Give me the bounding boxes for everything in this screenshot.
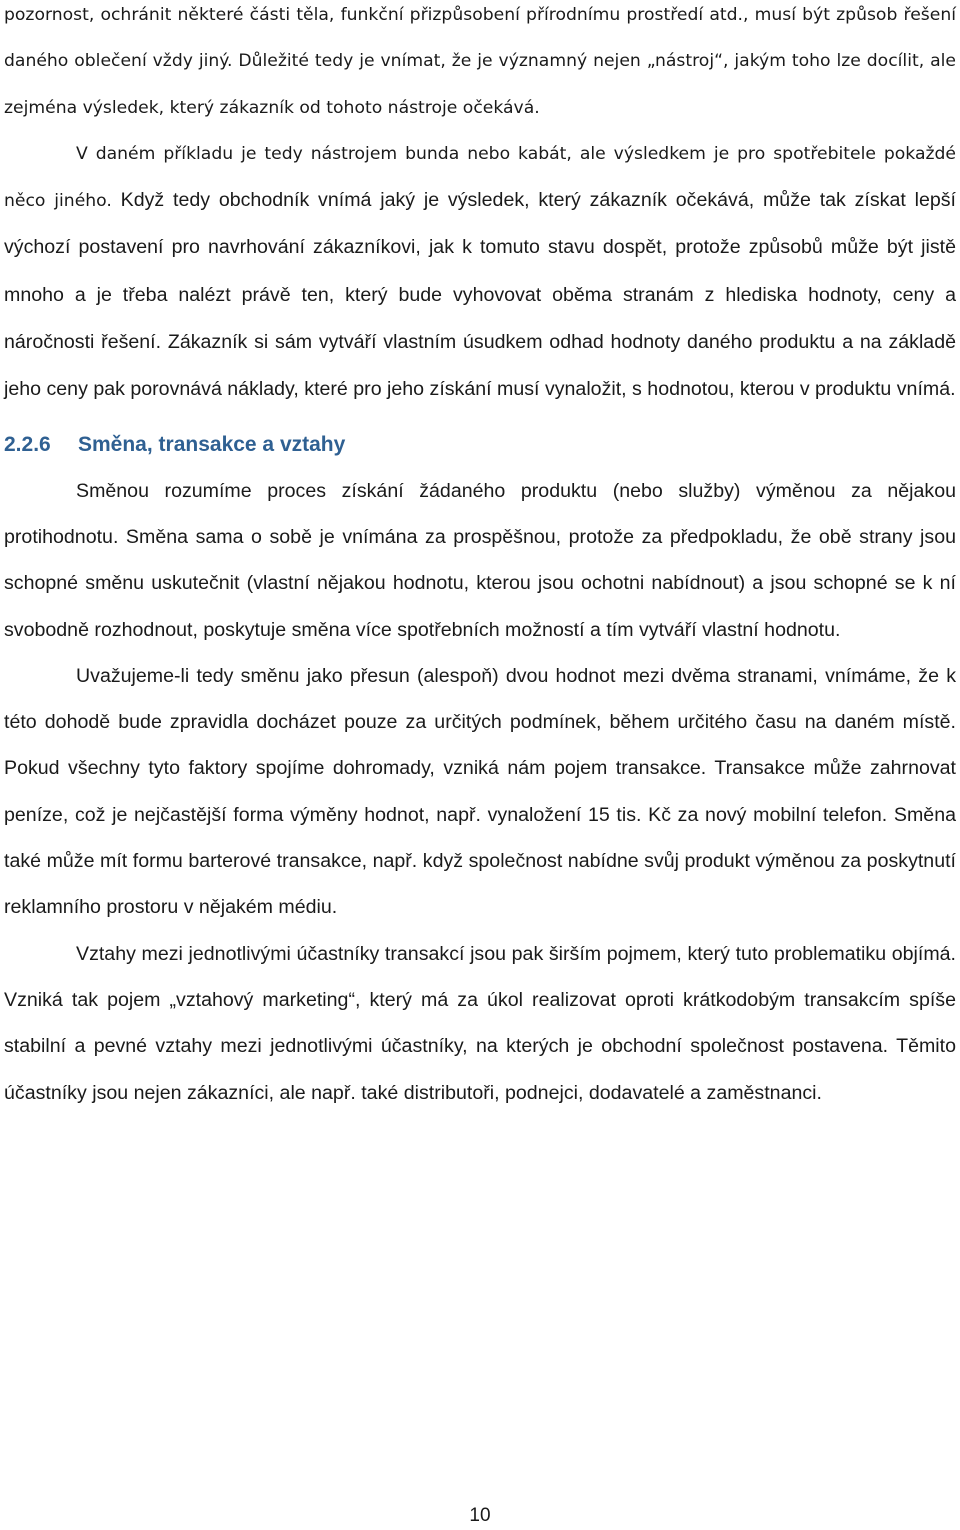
paragraph-transaction: Uvažujeme-li tedy směnu jako přesun (alespoň) dvou hodnot mezi dvěma stranami, vnímáme, že k této dohodě bude zpravidla docházet pouze za určitých podmínek, během určitého času na daném místě. Pokud všechny tyto faktory spojíme dohromady, vzniká nám pojem transakce. Transakce může zahrnovat peníze, což je nejčastější forma výměny hodnot, např. vynaložení 15 tis. Kč za nový mobilní telefon. Směna také může mít formu barterové transakce, např. když společnost nabídne svůj produkt výměnou za poskytnutí reklamního prostoru v nějakém médiu. xyxy=(4,664,956,919)
paragraph-relationships: Vztahy mezi jednotlivými účastníky transakcí jsou pak širším pojmem, který tuto problematiku objímá. Vzniká tak pojem „vztahový marketing“, který má za úkol realizovat oproti krátkodobým transakcím spíše stabilní a pevné vztahy mezi jednotlivými účastníky, na kterých je obchodní společnost postavena. Těmito účastníky jsou nejen zákazníci, ale např. také distributoři, podnejci, dodavatelé a zaměstnanci. xyxy=(4,942,956,1104)
paragraph-example-rest: Když tedy obchodník vnímá jaký je výsledek, který zákazník očekává, může tak získat lepší výchozí postavení pro navrhování zákazníkovi, jak k tomuto stavu dospět, protože způsobů může být jistě mnoho a je třeba nalézt právě ten, který bude vyhovovat oběma stranám z hlediska hodnoty, ceny a náročnosti řešení. Zákazník si sám vytváří vlastním úsudkem odhad hodnoty daného produktu a na základě jeho ceny pak porovnává náklady, které pro jeho získání musí vynaložit, s hodnotou, kterou v produktu vnímá. xyxy=(4,189,956,401)
page-number: 10 xyxy=(469,1505,491,1526)
paragraph-example-lead: V daném příkladu je tedy nástrojem bunda nebo kabát, ale výsledkem je pro spotřebitele pokaždé něco jiného. xyxy=(4,143,956,212)
section-heading xyxy=(4,422,956,468)
paragraph-continuation: pozornost, ochránit některé části těla, funkční přizpůsobení přírodnímu prostředí atd., musí být způsob řešení daného oblečení vždy jiný. Důležité tedy je vnímat, že je významný nejen „nástroj“, jakým toho lze docílit, ale zejména výsledek, který zákazník od tohoto nástroje očekává. xyxy=(4,5,956,118)
section-number: 2.2.6 xyxy=(4,432,51,456)
paragraph-exchange: Směnou rozumíme proces získání žádaného produktu (nebo služby) výměnou za nějakou protihodnotu. Směna sama o sobě je vnímána za prospěšnou, protože za předpokladu, že obě strany jsou schopné směnu uskutečnit (vlastní nějakou hodnotu, kterou jsou ochotni nabídnout) a jsou schopné se k ní svobodně rozhodnout, poskytuje směna více spotřebních možností a tím vytváří vlastní hodnotu. xyxy=(4,479,956,641)
section-title: Směna, transakce a vztahy xyxy=(78,432,346,456)
paragraph-example xyxy=(4,131,956,414)
